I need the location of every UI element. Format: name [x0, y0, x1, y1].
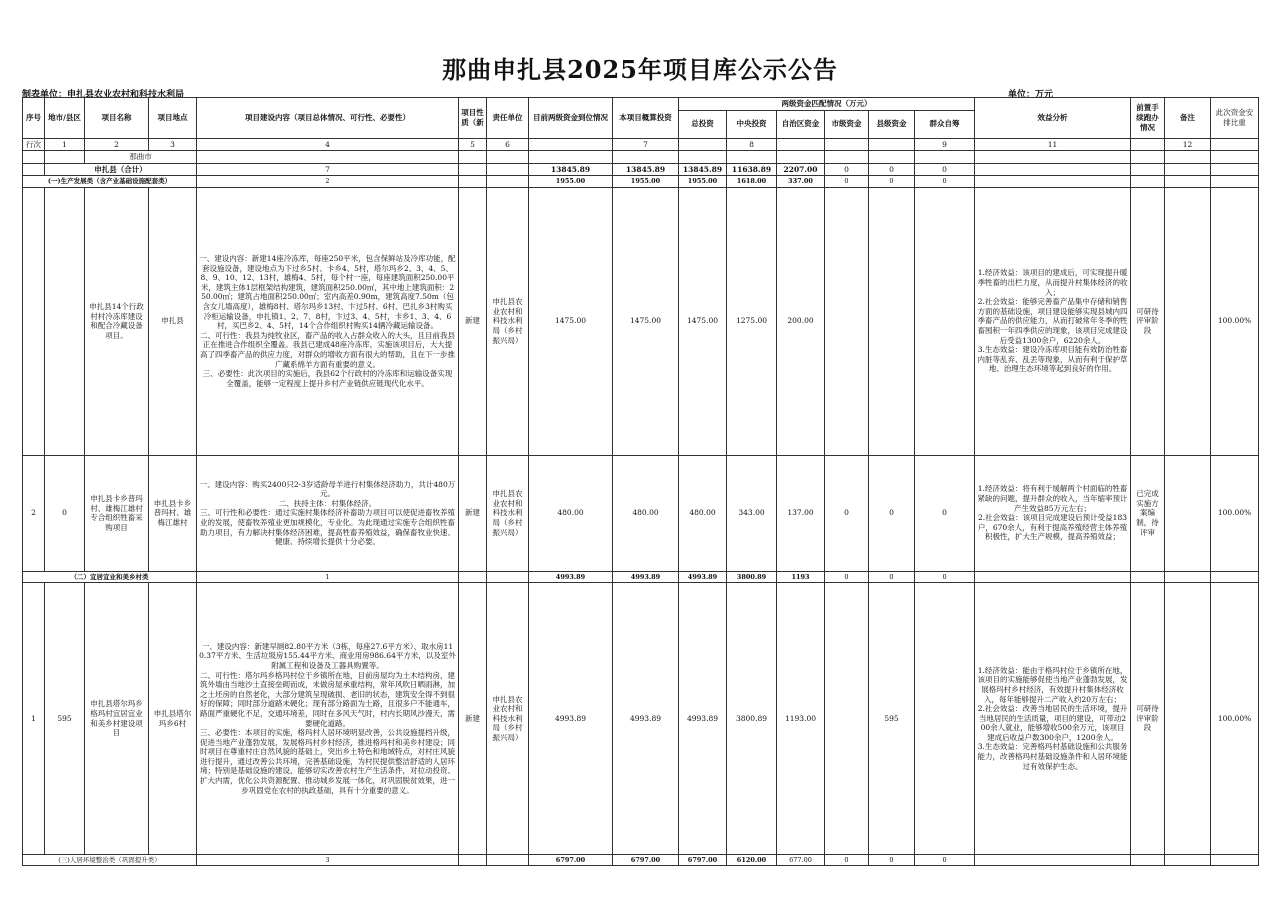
category-county: 0 — [869, 571, 915, 582]
row-content: 一、建设内容：购买2400只2-3岁适龄母羊进行村集体经济助力，共计480万元。 二、扶持主体：村集体经济。 三、可行性和必要性：通过实施村集体经济补畜助力项目可以使促进畜牧养殖业的发展，使畜牧养殖业更加规模化，专业化。为此现通过实施专合组织牲畜助力项目，有力解决村集体经济困难，提高牲畜养殖效益，确保畜牧业快速、健康、持续增长提供十分必要。 — [197, 455, 459, 571]
row-ratio: 100.00% — [1211, 583, 1259, 855]
header-self-raised: 群众自筹 — [915, 110, 975, 138]
row-seq — [23, 187, 45, 455]
index-cell: 9 — [915, 138, 975, 151]
row-city: 0 — [825, 455, 869, 571]
category-county: 0 — [869, 855, 915, 866]
row-self — [915, 583, 975, 855]
total-total: 13845.89 — [679, 163, 727, 176]
header-region: 自治区资金 — [777, 110, 825, 138]
index-cell: 6 — [487, 138, 529, 151]
category-row — [23, 571, 1259, 582]
row-funds: 1475.00 — [529, 187, 613, 455]
index-cell — [529, 138, 613, 151]
row-total: 4993.89 — [679, 583, 727, 855]
total-label: 申扎县（合计） — [45, 163, 197, 176]
header-ratio: 此次资金安排比重 — [1211, 98, 1259, 139]
index-cell — [869, 138, 915, 151]
category-label: (三)人居环境整治类（巩固提升类） — [23, 855, 197, 866]
total-city: 0 — [825, 163, 869, 176]
row-nature: 新建 — [459, 583, 487, 855]
header-seq: 序号 — [23, 98, 45, 139]
category-county: 0 — [869, 176, 915, 187]
total-row — [23, 163, 1259, 176]
category-city: 0 — [825, 855, 869, 866]
prepared-by: 制表单位：申扎县农业农村和科技水利局 — [22, 90, 185, 100]
category-region: 677.00 — [777, 855, 825, 866]
header-location: 项目地点 — [149, 98, 197, 139]
row-funds: 4993.89 — [529, 583, 613, 855]
index-cell: 3 — [149, 138, 197, 151]
header-remark: 备注 — [1165, 98, 1211, 139]
index-row — [23, 138, 1259, 151]
row-seq: 1 — [23, 583, 45, 855]
row-dept: 申扎县农业农村和科技水利局（乡村振兴局） — [487, 187, 529, 455]
row-nature: 新建 — [459, 187, 487, 455]
row-benefit: 1.经济效益：该项目的建成后，可实现提升暖季牲畜的出栏力度，从而提升村集体经济的收入； 2.社会效益：能够完善畜产品集中存储和销售方面的基础设施，项目建设能够实现县城内四季畜产品的供应能力，从而打破常年冬季的牲畜囤积一年四季供应的现象，该项目完成建设后受益1300余户，6220余人。 3.生态效益：建设冷冻库项目能有效防治牲畜内脏等乱弃、乱丢等现象，从而有利于保护草地、治理生态环境等起到良好的作用。 — [975, 187, 1131, 455]
category-count: 1 — [197, 571, 459, 582]
category-region: 337.00 — [777, 176, 825, 187]
header-budget: 本项目概算投资 — [613, 98, 679, 139]
row-total: 1475.00 — [679, 187, 727, 455]
index-cell — [1131, 138, 1165, 151]
header-funds-current: 目前两级资金到位情况 — [529, 98, 613, 139]
row-region: 137.00 — [777, 455, 825, 571]
table-row — [23, 583, 1259, 855]
total-county: 0 — [869, 163, 915, 176]
category-budget: 4993.89 — [613, 571, 679, 582]
category-self: 0 — [915, 855, 975, 866]
category-label: （二）宜居宜业和美乡村类 — [23, 571, 197, 582]
row-project-name: 申扎县塔尔玛乡格玛村宜居宜业和美乡村建设项目 — [85, 583, 149, 855]
city-row — [23, 151, 1259, 164]
total-region: 2207.00 — [777, 163, 825, 176]
row-central: 1275.00 — [727, 187, 777, 455]
row-region: 200.00 — [777, 187, 825, 455]
row-central: 3800.89 — [727, 583, 777, 855]
category-count: 2 — [197, 176, 459, 187]
category-self: 0 — [915, 571, 975, 582]
index-label: 行次 — [23, 138, 45, 151]
index-cell: 8 — [727, 138, 777, 151]
category-count: 3 — [197, 855, 459, 866]
category-total: 1955.00 — [679, 176, 727, 187]
index-cell: 1 — [45, 138, 85, 151]
header-city-fund: 市级资金 — [825, 110, 869, 138]
index-cell: 5 — [459, 138, 487, 151]
total-budget: 13845.89 — [613, 163, 679, 176]
category-row — [23, 855, 1259, 866]
category-budget: 1955.00 — [613, 176, 679, 187]
row-project-name: 申扎县卡乡普玛村、雄梅江雄村专合组织牲畜采购项目 — [85, 455, 149, 571]
category-central: 6120.00 — [727, 855, 777, 866]
category-self: 0 — [915, 176, 975, 187]
category-city: 0 — [825, 571, 869, 582]
row-county-fund — [869, 187, 915, 455]
header-total: 总投资 — [679, 110, 727, 138]
row-county-fund: 0 — [869, 455, 915, 571]
row-county — [45, 187, 85, 455]
table-row — [23, 455, 1259, 571]
header-benefit: 效益分析 — [975, 98, 1131, 139]
category-budget: 6797.00 — [613, 855, 679, 866]
total-funds: 13845.89 — [529, 163, 613, 176]
category-funds: 6797.00 — [529, 855, 613, 866]
row-dept: 申扎县农业农村和科技水利局（乡村振兴局） — [487, 583, 529, 855]
row-nature: 新建 — [459, 455, 487, 571]
header-nature: 项目性质（新 — [459, 98, 487, 139]
category-funds: 4993.89 — [529, 571, 613, 582]
header-content: 项目建设内容（项目总体情况、可行性、必要性） — [197, 98, 459, 139]
row-location: 申扎县卡乡普玛村、雄梅江雄村 — [149, 455, 197, 571]
header-central: 中央投资 — [727, 110, 777, 138]
row-city — [825, 583, 869, 855]
row-central: 343.00 — [727, 455, 777, 571]
header-dept: 责任单位 — [487, 98, 529, 139]
row-pre: 可研待评审阶段 — [1131, 583, 1165, 855]
row-county-fund: 595 — [869, 583, 915, 855]
row-budget: 480.00 — [613, 455, 679, 571]
row-total: 480.00 — [679, 455, 727, 571]
row-content: 一、建设内容：新建14座冷冻库，每座250平米，包含保鲜站及冷库功能，配套设施设备，建设地点为下过乡5村、卡乡4、5村，塔尔玛乡2、3、4、5、8、9、10、12、13村，雄梅4、5村，每个村一座，每座建筑面积250.00平米，建筑主体1层框架结构建筑，建筑面积250.00㎡，其中地上建筑面积：250.00㎡；建筑占地面积250.00㎡；室内高差0.90m，建筑高度7.50m（包含女儿墙高度），雄梅8村、塔尔玛乡13村、卞过5村、6村、巴扎乡3村购买冷柜运输设备，申扎镇1、2、7、8村，卞过3、4、5村，卡乡1、3、4、6村，买巴乡2、4、5村，14个合作组织村购买14辆冷藏运输设备。 二、可行性：我县为纯牧业区，畜产品的收入占群众收入的大头，且目前我县正在推进合作组织全覆盖。我县已建成48座冷冻库，实施该项目后，大大提高了四季畜产品的供应力度，对群众的增收方面有很大的帮助，且在下一步推广藏系绵羊方面有重要的意义。 三、必要性：此次项目的实施后，我县62个行政村的冷冻库和运输设备实现全覆盖，能够一定程度上提升乡村产业链供应链现代化水平。 — [197, 187, 459, 455]
category-total: 4993.89 — [679, 571, 727, 582]
index-cell: 2 — [85, 138, 149, 151]
row-ratio: 100.00% — [1211, 187, 1259, 455]
header-city-county: 地市/县区 — [45, 98, 85, 139]
row-self — [915, 187, 975, 455]
row-location: 申扎县塔尔玛乡6村 — [149, 583, 197, 855]
row-budget: 4993.89 — [613, 583, 679, 855]
row-pre: 可研待评审阶段 — [1131, 187, 1165, 455]
header-row-top — [23, 98, 1259, 111]
row-remark — [1165, 455, 1211, 571]
row-ratio: 100.00% — [1211, 455, 1259, 571]
row-region: 1193.00 — [777, 583, 825, 855]
unit-label: 单位：万元 — [1008, 90, 1054, 100]
row-self: 0 — [915, 455, 975, 571]
category-row — [23, 176, 1259, 187]
total-central: 11638.89 — [727, 163, 777, 176]
row-county: 595 — [45, 583, 85, 855]
row-county: 0 — [45, 455, 85, 571]
document-title: 那曲申扎县2025年项目库公示公告 — [442, 55, 838, 84]
header-pre-procedures: 前置手续跑办情况 — [1131, 98, 1165, 139]
row-content: 一、建设内容：新建早厕82.80平方米（3栋，每座27.6平方米）、取水房110.37平方米、生活垃圾房155.44平方米、商业用房986.64平方米，以及室外附属工程和设备及工器具购置等。 二、可行性：塔尔玛乡格玛村位于乡镇所在地，目前房屋均为土木结构房，建筑外墙由当地沙土直接垒砌而成，未做房屋承重结构，常年风吹日晒雨淋，加之土坯房的自然老化，大部分建筑呈现破损、老旧的状态，建筑安全得不到很好的保障；同时部分道路未硬化；现有部分路面为土路，且很多户不能通车，路面严重硬化不足，交通环境差，同时在多风天气时，村内长期风沙漫天，需要硬化道路。 三、必要性：本项目的实施，格玛村人居环境明显改善，公共设施提档升级，促进当地产业蓬勃发展，发展格玛村乡村经济，推进格玛村和美乡村建设；同时项目在尊重村庄自然风貌的基础上，突出乡土特色和地域特点，对村庄风貌进行提升，通过改善公共环境，完善基础设施，为村民提供整洁舒适的人居环境；特别是基础设施的建设，能够切实改善农村生产生活条件，对拉动投资、扩大内需，优化公共资源配置、推动城乡发展一体化，对巩固脱贫效果，进一步巩固党在农村的执政基础，具有十分重要的意义。 — [197, 583, 459, 855]
header-project-name: 项目名称 — [85, 98, 149, 139]
category-funds: 1955.00 — [529, 176, 613, 187]
total-self: 0 — [915, 163, 975, 176]
category-label: (一)生产发展类（含产业基础设施配套类） — [23, 176, 197, 187]
index-cell — [679, 138, 727, 151]
header-two-level-group: 两级资金匹配情况（万元） — [679, 98, 975, 111]
index-cell: 11 — [975, 138, 1131, 151]
row-benefit: 1.经济效益：将有利于缓解两个村面临的牲畜紧缺的问题，提升群众的收入，当年缩率预计产生效益85万元左右； 2.社会效益：该项目完成建设后预计受益183户，670余人，有利于提高养殖经营主体养殖积极性，扩大生产规模，提高养殖效益； — [975, 455, 1131, 571]
row-dept: 申扎县农业农村和科技水利局（乡村振兴局） — [487, 455, 529, 571]
row-location: 申扎县 — [149, 187, 197, 455]
index-cell: 4 — [197, 138, 459, 151]
row-seq: 2 — [23, 455, 45, 571]
project-table — [22, 97, 1259, 866]
row-funds: 480.00 — [529, 455, 613, 571]
total-count: 7 — [197, 163, 459, 176]
category-total: 6797.00 — [679, 855, 727, 866]
row-budget: 1475.00 — [613, 187, 679, 455]
index-cell: 7 — [613, 138, 679, 151]
index-cell — [825, 138, 869, 151]
index-cell — [777, 138, 825, 151]
category-city: 0 — [825, 176, 869, 187]
row-remark — [1165, 583, 1211, 855]
category-central: 3800.89 — [727, 571, 777, 582]
table-row — [23, 187, 1259, 455]
index-cell — [1211, 138, 1259, 151]
row-city — [825, 187, 869, 455]
category-central: 1618.00 — [727, 176, 777, 187]
row-benefit: 1.经济效益：能由于格玛村位于乡镇所在地，该项目的实施能够促使当地产业蓬勃发展，发展格玛村乡村经济，有效提升村集体经济收入，每年能够提升二产收入约20万左右； 2.社会效益：改善当地居民的生活环境，提升当地居民的生活质量，项目的建设，可带动200余人就业，能够增收500余万元，该项目建成后收益户数300余户，1200余人。 3.生态效益：完善格玛村基础设施和公共服务能力，改善格玛村基础设施条件和人居环境能过有效保护生态。 — [975, 583, 1131, 855]
city-label: 那曲市 — [85, 151, 197, 164]
index-cell: 12 — [1165, 138, 1211, 151]
row-pre: 已完成实施方案编制，待评审 — [1131, 455, 1165, 571]
row-remark — [1165, 187, 1211, 455]
category-region: 1193 — [777, 571, 825, 582]
header-county-fund: 县级资金 — [869, 110, 915, 138]
row-project-name: 申扎县14个行政村村冷冻库建设和配合冷藏设备项目。 — [85, 187, 149, 455]
